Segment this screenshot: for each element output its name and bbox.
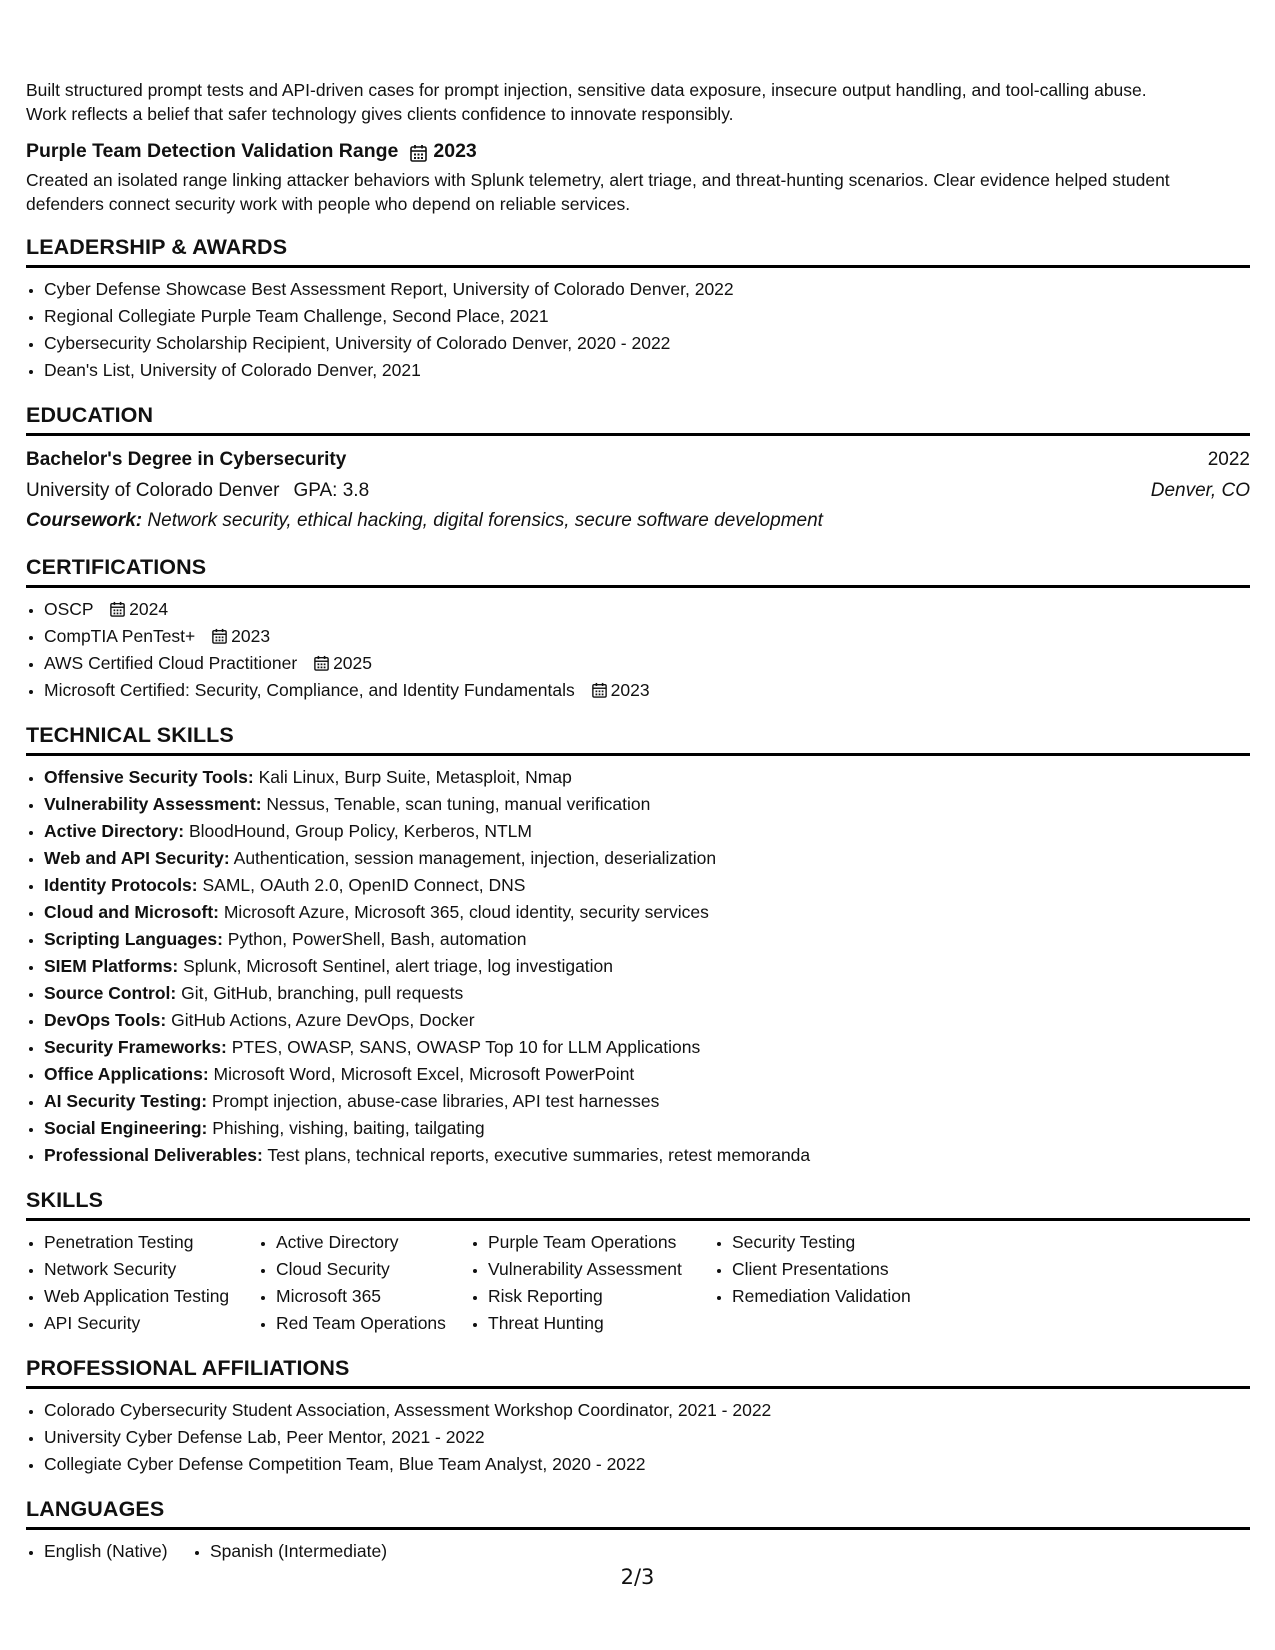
skill-label: Offensive Security Tools: (44, 767, 254, 787)
certification-year: 2025 (333, 653, 373, 673)
technical-skill-item (44, 872, 1250, 899)
skill-label: AI Security Testing: (44, 1091, 208, 1111)
skill-value: Kali Linux, Burp Suite, Metasploit, Nmap (258, 767, 572, 787)
skill-label: DevOps Tools: (44, 1010, 167, 1030)
certification-name: OSCP (44, 599, 94, 619)
project-summary-line: Work reflects a belief that safer technology gives clients confidence to innovate responsibly. (26, 104, 734, 124)
technical-skills-section (26, 723, 1250, 1169)
skill-label: Source Control: (44, 983, 177, 1003)
gpa: GPA: 3.8 (293, 480, 370, 501)
skill-item: • Security Testing (732, 1229, 954, 1256)
skill-label: Professional Deliverables: (44, 1145, 263, 1165)
certification-item (44, 596, 1250, 623)
certification-name: Microsoft Certified: Security, Compliance, and Identity Fundamentals (44, 680, 575, 700)
leadership-section (26, 235, 1250, 384)
skills-column (258, 1229, 470, 1337)
project-description: Created an isolated range linking attacker behaviors with Splunk telemetry, alert triage, and threat-hunting scenarios. Clear evidence helped student defenders connect security work with people who depend on reliable services. (26, 170, 1170, 214)
technical-skill-item (44, 1034, 1250, 1061)
coursework-label: Coursework: (26, 510, 143, 531)
skills-section (26, 1188, 1250, 1337)
skill-item: • Purple Team Operations (488, 1229, 714, 1256)
technical-skill-item (44, 926, 1250, 953)
skill-value: BloodHound, Group Policy, Kerberos, NTLM (188, 821, 532, 841)
skill-value: Authentication, session management, injection, deserialization (233, 848, 717, 868)
calendar-icon (314, 652, 329, 668)
technical-skills-list (26, 764, 1250, 1169)
project-title-row (26, 140, 1250, 163)
certifications-section (26, 555, 1250, 704)
skill-label: SIEM Platforms: (44, 956, 179, 976)
leadership-list (26, 276, 1250, 384)
certifications-list (26, 596, 1250, 704)
section-heading: LEADERSHIP & AWARDS (26, 235, 1250, 268)
skill-value: Test plans, technical reports, executive summaries, retest memoranda (267, 1145, 811, 1165)
affiliations-section (26, 1356, 1250, 1478)
list-item: • Cybersecurity Scholarship Recipient, University of Colorado Denver, 2020 - 2022 (44, 330, 1250, 357)
coursework-line (26, 506, 1250, 536)
skill-item: • Network Security (44, 1256, 258, 1283)
skill-label: Cloud and Microsoft: (44, 902, 219, 922)
page-number: 2/3 (620, 1565, 655, 1589)
certification-name: AWS Certified Cloud Practitioner (44, 653, 298, 673)
graduation-year: 2022 (1207, 449, 1250, 470)
technical-skill-item (44, 1142, 1250, 1169)
languages-row (26, 1538, 1250, 1565)
list-item: • Collegiate Cyber Defense Competition Team, Blue Team Analyst, 2020 - 2022 (44, 1451, 1250, 1478)
technical-skill-item (44, 1061, 1250, 1088)
list-item: • University Cyber Defense Lab, Peer Mentor, 2021 - 2022 (44, 1424, 1250, 1451)
skill-item: • Client Presentations (732, 1256, 954, 1283)
skill-item: • Remediation Validation (732, 1283, 954, 1310)
language-item: • Spanish (Intermediate) (210, 1538, 387, 1565)
list-item: • Cyber Defense Showcase Best Assessment Report, University of Colorado Denver, 2022 (44, 276, 1250, 303)
skills-column (470, 1229, 714, 1337)
calendar-icon (592, 679, 607, 695)
skill-item: • Vulnerability Assessment (488, 1256, 714, 1283)
technical-skill-item (44, 899, 1250, 926)
skill-label: Web and API Security: (44, 848, 230, 868)
skill-value: GitHub Actions, Azure DevOps, Docker (171, 1010, 475, 1030)
skill-value: Microsoft Azure, Microsoft 365, cloud identity, security services (223, 902, 709, 922)
skill-item: • Cloud Security (276, 1256, 470, 1283)
certification-year: 2023 (610, 680, 650, 700)
technical-skill-item (44, 980, 1250, 1007)
project-summary-line: Built structured prompt tests and API-driven cases for prompt injection, sensitive data exposure, insecure output handling, and tool-calling abuse. (26, 80, 1147, 100)
language-item: • English (Native) (44, 1538, 192, 1565)
skill-label: Vulnerability Assessment: (44, 794, 262, 814)
skill-label: Security Frameworks: (44, 1037, 227, 1057)
certification-year: 2024 (129, 599, 169, 619)
technical-skill-item (44, 845, 1250, 872)
section-heading: PROFESSIONAL AFFILIATIONS (26, 1356, 1250, 1389)
certification-item (44, 650, 1250, 677)
school-name: University of Colorado Denver (26, 480, 280, 501)
certification-year: 2023 (231, 626, 271, 646)
section-heading: SKILLS (26, 1188, 1250, 1221)
languages-section (26, 1497, 1250, 1565)
skills-column (26, 1229, 258, 1337)
technical-skill-item (44, 818, 1250, 845)
skill-item: • Red Team Operations (276, 1310, 470, 1337)
coursework-text: Network security, ethical hacking, digital forensics, secure software development (147, 510, 823, 531)
skill-label: Identity Protocols: (44, 875, 198, 895)
section-heading: TECHNICAL SKILLS (26, 723, 1250, 756)
certification-item (44, 677, 1250, 704)
skill-item: • Threat Hunting (488, 1310, 714, 1337)
calendar-icon (110, 598, 125, 614)
technical-skill-item (44, 953, 1250, 980)
skill-label: Social Engineering: (44, 1118, 208, 1138)
skill-value: Nessus, Tenable, scan tuning, manual verification (266, 794, 651, 814)
skill-value: Git, GitHub, branching, pull requests (181, 983, 464, 1003)
project-year: 2023 (433, 140, 477, 162)
skill-item: • API Security (44, 1310, 258, 1337)
skill-value: Phishing, vishing, baiting, tailgating (212, 1118, 485, 1138)
skill-label: Active Directory: (44, 821, 185, 841)
certification-name: CompTIA PenTest+ (44, 626, 196, 646)
project-title: Purple Team Detection Validation Range (26, 140, 399, 162)
technical-skill-item (44, 1115, 1250, 1142)
technical-skill-item (44, 1007, 1250, 1034)
skill-value: Prompt injection, abuse-case libraries, API test harnesses (211, 1091, 660, 1111)
skill-value: Splunk, Microsoft Sentinel, alert triage, log investigation (183, 956, 614, 976)
technical-skill-item (44, 1088, 1250, 1115)
calendar-icon (410, 144, 425, 160)
skill-item: • Risk Reporting (488, 1283, 714, 1310)
skill-value: Python, PowerShell, Bash, automation (227, 929, 527, 949)
list-item: • Regional Collegiate Purple Team Challenge, Second Place, 2021 (44, 303, 1250, 330)
skill-label: Scripting Languages: (44, 929, 223, 949)
school-location: Denver, CO (1150, 480, 1250, 501)
skill-item: • Microsoft 365 (276, 1283, 470, 1310)
skill-item: • Active Directory (276, 1229, 470, 1256)
calendar-icon (212, 625, 227, 641)
technical-skill-item (44, 791, 1250, 818)
resume-page (26, 78, 1250, 1565)
technical-skill-item (44, 764, 1250, 791)
section-heading: LANGUAGES (26, 1497, 1250, 1530)
skill-item: • Penetration Testing (44, 1229, 258, 1256)
affiliations-list (26, 1397, 1250, 1478)
skill-item: • Web Application Testing (44, 1283, 258, 1310)
section-heading: CERTIFICATIONS (26, 555, 1250, 588)
skills-columns (26, 1229, 1250, 1337)
skill-value: Microsoft Word, Microsoft Excel, Microsoft PowerPoint (213, 1064, 635, 1084)
skill-value: SAML, OAuth 2.0, OpenID Connect, DNS (202, 875, 526, 895)
skill-label: Office Applications: (44, 1064, 209, 1084)
skill-value: PTES, OWASP, SANS, OWASP Top 10 for LLM Applications (231, 1037, 701, 1057)
list-item: • Dean's List, University of Colorado Denver, 2021 (44, 357, 1250, 384)
list-item: • Colorado Cybersecurity Student Association, Assessment Workshop Coordinator, 2021 - 2022 (44, 1397, 1250, 1424)
section-heading: EDUCATION (26, 403, 1250, 436)
degree-name: Bachelor's Degree in Cybersecurity (26, 449, 347, 470)
school-row (26, 475, 1250, 506)
certification-item (44, 623, 1250, 650)
skills-column (714, 1229, 954, 1337)
education-section (26, 403, 1250, 536)
degree-row (26, 444, 1250, 475)
